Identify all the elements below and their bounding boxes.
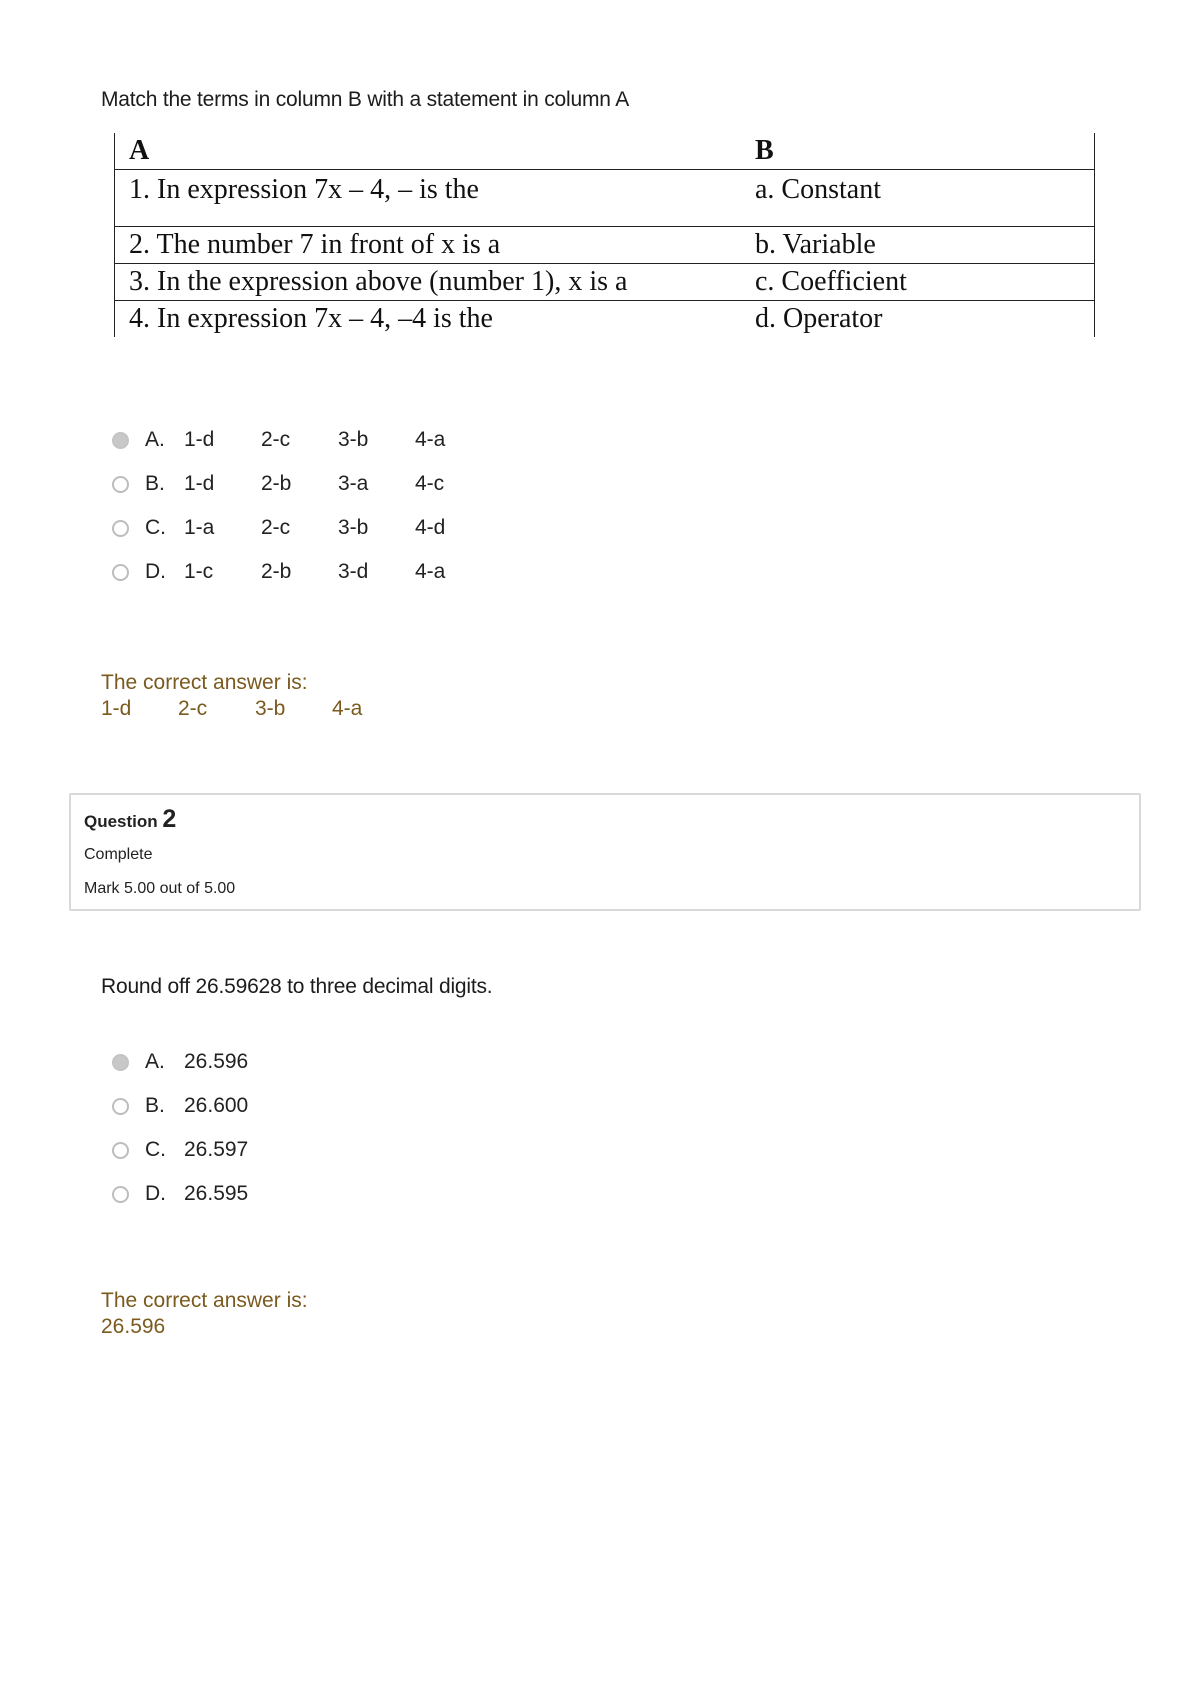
radio-button-selected[interactable] xyxy=(112,432,129,449)
option-letter: D. xyxy=(145,560,166,583)
question-2-options xyxy=(112,1040,248,1216)
option-pair: 3-d xyxy=(338,560,369,583)
table-row xyxy=(115,264,1095,301)
question-label: Question xyxy=(84,812,158,831)
answer-option-d[interactable] xyxy=(112,550,492,594)
radio-button[interactable] xyxy=(112,476,129,493)
option-pair: 1-d xyxy=(184,472,215,495)
matching-table xyxy=(114,133,1095,337)
option-pair: 2-b xyxy=(261,472,292,495)
question-1-feedback xyxy=(101,670,409,722)
option-pair: 4-d xyxy=(415,516,446,539)
column-b-cell: c. Coefficient xyxy=(755,266,907,297)
option-pair: 2-c xyxy=(261,516,291,539)
column-a-cell: 3. In the expression above (number 1), x is a xyxy=(129,266,628,297)
column-a-cell: 2. The number 7 in front of x is a xyxy=(129,229,501,260)
answer-option-c[interactable] xyxy=(112,506,492,550)
option-pair: 3-b xyxy=(338,428,369,451)
answer-option-a[interactable] xyxy=(112,418,492,462)
option-letter: B. xyxy=(145,1094,165,1117)
question-number-value: 2 xyxy=(162,805,177,833)
radio-button[interactable] xyxy=(112,1098,129,1115)
column-a-cell: 4. In expression 7x – 4, –4 is the xyxy=(129,303,493,334)
option-letter: A. xyxy=(145,1050,165,1073)
option-value: 26.597 xyxy=(184,1138,249,1161)
answer-option-b[interactable] xyxy=(112,462,492,506)
option-pair: 1-c xyxy=(184,560,214,583)
option-pair: 3-a xyxy=(338,472,369,495)
feedback-answer xyxy=(101,696,409,722)
option-pair: 1-d xyxy=(184,428,215,451)
option-value: 26.595 xyxy=(184,1182,249,1205)
option-value: 26.600 xyxy=(184,1094,249,1117)
answer-option-d[interactable] xyxy=(112,1172,248,1216)
option-letter: C. xyxy=(145,516,166,539)
option-letter: D. xyxy=(145,1182,166,1205)
option-pair: 2-c xyxy=(261,428,291,451)
column-a-header: A xyxy=(129,135,150,166)
feedback-label: The correct answer is: xyxy=(101,1289,308,1312)
radio-button-selected[interactable] xyxy=(112,1054,129,1071)
option-pair: 3-b xyxy=(338,516,369,539)
column-b-cell: d. Operator xyxy=(755,303,883,334)
table-header-row xyxy=(115,133,1095,170)
feedback-pair: 3-b xyxy=(255,697,286,720)
table-row xyxy=(115,227,1095,264)
question-2-prompt: Round off 26.59628 to three decimal digits. xyxy=(101,975,493,998)
table-row xyxy=(115,301,1095,338)
feedback-answer: 26.596 xyxy=(101,1315,166,1338)
answer-option-a[interactable] xyxy=(112,1040,248,1084)
option-pair: 4-a xyxy=(415,560,446,583)
question-grade: Mark 5.00 out of 5.00 xyxy=(84,880,236,897)
column-b-cell: b. Variable xyxy=(755,229,876,260)
answer-option-b[interactable] xyxy=(112,1084,248,1128)
option-value: 26.596 xyxy=(184,1050,249,1073)
question-2-info-box xyxy=(69,793,1141,911)
column-b-header: B xyxy=(755,135,774,166)
radio-button[interactable] xyxy=(112,1186,129,1203)
feedback-pair: 2-c xyxy=(178,697,208,720)
question-1-prompt: Match the terms in column B with a statement in column A xyxy=(101,88,630,111)
feedback-pair: 4-a xyxy=(332,697,363,720)
option-pair: 4-c xyxy=(415,472,445,495)
question-number xyxy=(84,805,1139,834)
question-state: Complete xyxy=(84,846,153,863)
feedback-pair: 1-d xyxy=(101,697,132,720)
option-pair: 1-a xyxy=(184,516,215,539)
radio-button[interactable] xyxy=(112,1142,129,1159)
radio-button[interactable] xyxy=(112,564,129,581)
option-pair: 4-a xyxy=(415,428,446,451)
feedback-label: The correct answer is: xyxy=(101,671,308,694)
option-letter: B. xyxy=(145,472,165,495)
table-row xyxy=(115,170,1095,227)
radio-button[interactable] xyxy=(112,520,129,537)
question-1-options xyxy=(112,418,492,594)
column-a-cell: 1. In expression 7x – 4, – is the xyxy=(129,174,479,205)
question-2-feedback xyxy=(101,1288,308,1340)
option-letter: C. xyxy=(145,1138,166,1161)
option-letter: A. xyxy=(145,428,165,451)
column-b-cell: a. Constant xyxy=(755,174,881,205)
option-pair: 2-b xyxy=(261,560,292,583)
answer-option-c[interactable] xyxy=(112,1128,248,1172)
